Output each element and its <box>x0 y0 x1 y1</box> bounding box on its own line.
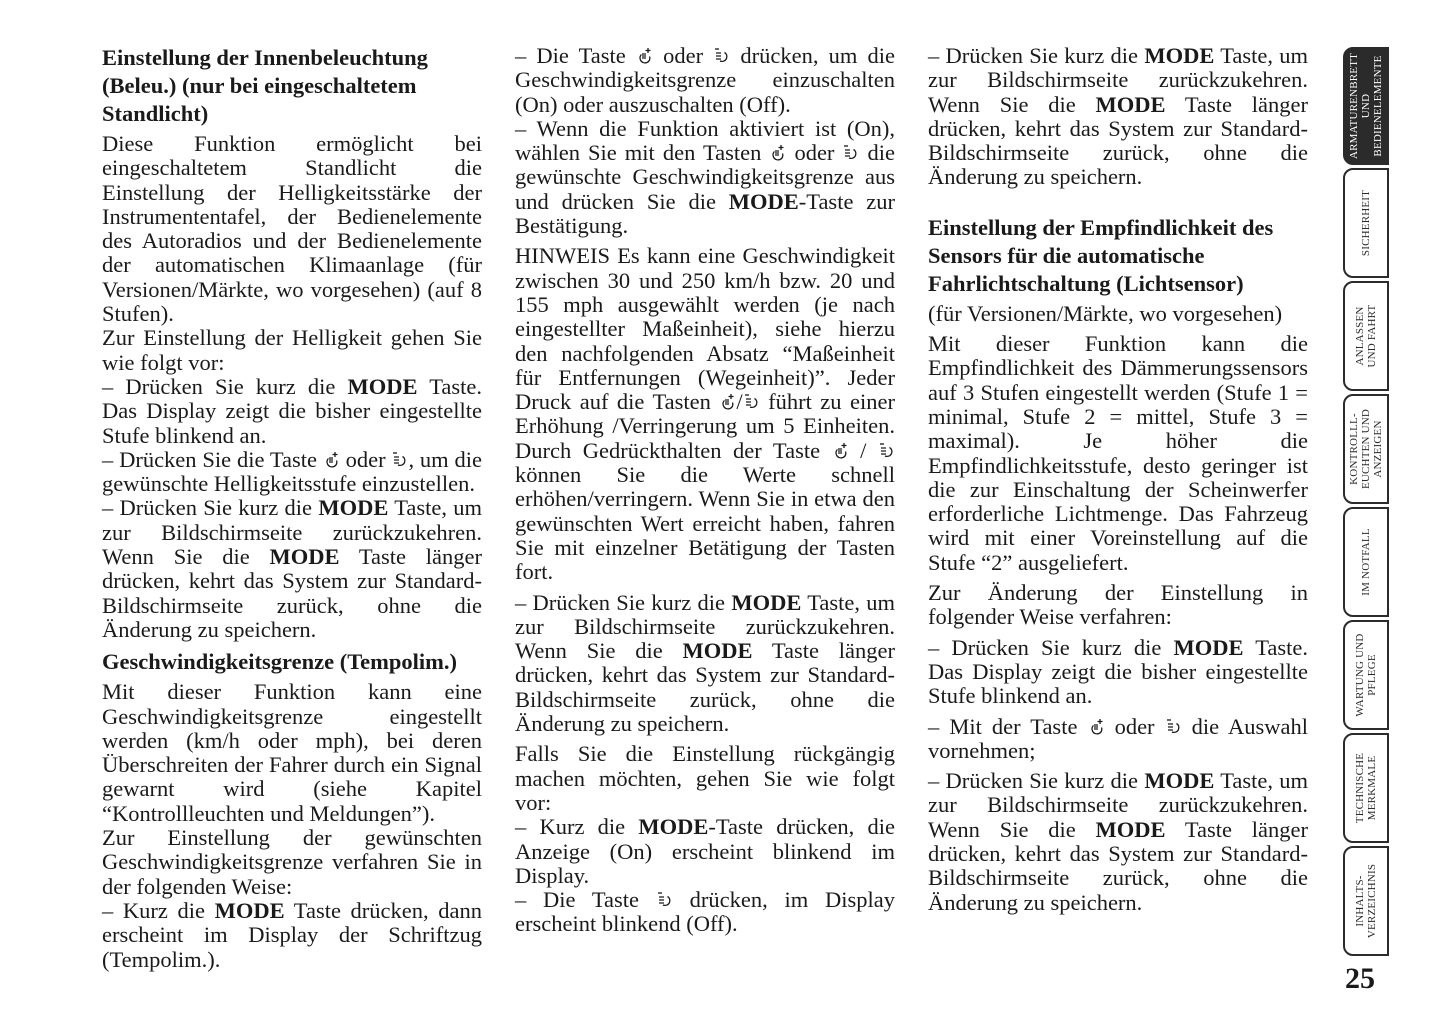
heading-geschwindigkeitsgrenze: Geschwindigkeitsgrenze (Tempolim.) <box>102 649 457 675</box>
brightness-up-icon <box>833 442 848 460</box>
instruction-step: – Drücken Sie die Taste oder , um die gewünschte Helligkeitsstufe einzustellen. <box>102 446 483 497</box>
instruction-step: – Drücken Sie kurz die MODE Taste, um zur Bildschirmseite zurückzukehren. Wenn Sie die MODE Taste länger drücken, kehrt das System zur Standard-Bildschirmseite zurück, ohne die Änderung zu speichern. <box>928 43 1309 190</box>
heading-innenbeleuchtung: Einstellung der Innenbeleuchtung (Beleu.) (nur bei eingeschaltetem Standlicht) <box>102 45 428 126</box>
brightness-up-icon <box>1089 718 1104 736</box>
brightness-down-icon <box>1166 718 1181 736</box>
instruction-step: – Die Taste oder drücken, um die Geschwindigkeitsgrenze einzuschalten (On) oder auszuschalten (Off). <box>515 43 895 117</box>
chapter-tab-anlassen[interactable]: ANLASSEN UND FAHRT <box>1343 281 1389 391</box>
chapter-tab-inhaltsverzeichnis[interactable]: INHALTS- VERZEICHNIS <box>1343 846 1389 956</box>
brightness-up-icon <box>770 144 785 162</box>
instruction-step: – Die Taste drücken, im Display erscheint blinkend (Off). <box>515 887 896 937</box>
instruction-step: – Kurz die MODE-Taste drücken, die Anzeige (On) erscheint blinkend im Display. <box>515 814 896 888</box>
brightness-up-icon <box>720 393 735 411</box>
brightness-down-icon <box>879 442 894 460</box>
instruction-step: – Drücken Sie kurz die MODE Taste, um zur Bildschirmseite zurückzukehren. Wenn Sie die MODE Taste länger drücken, kehrt das System zur Standard-Bildschirmseite zurück, ohne die Änderung zu speichern. <box>928 768 1309 915</box>
paragraph: (für Versionen/Märkte, wo vorgesehen) <box>928 300 1283 326</box>
brightness-up-icon <box>324 451 339 469</box>
paragraph: Mit dieser Funktion kann die Empfindlichkeit des Dämmerungssensors auf 3 Stufen eingestellt werden (Stufe 1 = minimal, Stufe 2 = mittel, Stufe 3 = maximal). Je höher die Empfindlichkeitsstufe, desto geringer ist die zur Einschaltung der Scheinwerfer erforderliche Lichtmenge. Das Fahrzeug wird mit einer Voreinstellung auf die Stufe “2” ausgeliefert. <box>928 331 1308 575</box>
paragraph: Zur Einstellung der gewünschten Geschwindigkeitsgrenze verfahren Sie in der folgenden Weise: <box>102 825 482 899</box>
brightness-down-icon <box>657 891 672 909</box>
heading-lichtsensor: Einstellung der Empfindlichkeit des Sensors für die automatische Fahrlichtschaltung (Lichtsensor) <box>928 214 1274 296</box>
instruction-step: – Drücken Sie kurz die MODE Taste, um zur Bildschirmseite zurückzukehren. Wenn Sie die MODE Taste länger drücken, kehrt das System zur Standard-Bildschirmseite zurück, ohne die Änderung zu speichern. <box>102 495 483 642</box>
instruction-step: – Mit der Taste oder die Auswahl vornehmen; <box>928 713 1308 763</box>
instruction-step: – Drücken Sie kurz die MODE Taste. Das Display zeigt die bisher eingestellte Stufe blinkend an. <box>102 373 483 448</box>
chapter-tab-im-notfall[interactable]: IM NOTFALL <box>1343 507 1389 617</box>
chapter-tab-armaturenbrett[interactable]: ARMATURENBRETT UND BEDIENELEMENTE <box>1343 47 1389 165</box>
paragraph: Falls Sie die Einstellung rückgängig machen möchten, gehen Sie wie folgt vor: <box>515 741 895 815</box>
text-column-2 <box>515 44 895 937</box>
chapter-tab-sicherheit[interactable]: SICHERHEIT <box>1343 168 1389 278</box>
chapter-tab-technische-merkmale[interactable]: TECHNISCHE MERKMALE <box>1343 733 1389 843</box>
brightness-down-icon <box>392 451 407 469</box>
instruction-step: – Drücken Sie kurz die MODE Taste, um zur Bildschirmseite zurückzukehren. Wenn Sie die MODE Taste länger drücken, kehrt das System zur Standard-Bildschirmseite zurück, ohne die Änderung zu speichern. <box>515 589 896 737</box>
paragraph: Diese Funktion ermöglicht bei eingeschaltetem Standlicht die Einstellung der Helligkeitsstärke der Instrumententafel, der Bedienelemente des Autoradios und der Bedienelemente der automatischen Klimaanlage (für Versionen/Märkte, wo vorgesehen) (auf 8 Stufen). <box>102 131 482 327</box>
brightness-down-icon <box>744 393 759 411</box>
chapter-tab-wartung[interactable]: WARTUNG UND PFLEGE <box>1343 620 1389 730</box>
chapter-tab-kontrollleuchten[interactable]: KONTROLLL- EUCHTEN UND ANZEIGEN <box>1343 394 1389 504</box>
note-paragraph: HINWEIS Es kann eine Geschwindigkeit zwischen 30 und 250 km/h bzw. 20 und 155 mph ausgewählt werden (je nach eingestellter Maßeinheit), siehe hierzu den nachfolgenden Absatz “Maßeinheit für Entfernungen (Wegeinheit)”. Jeder Druck auf die Tasten / führt zu einer Erhöhung /Verringerung um 5 Einheiten. Durch Gedrückthalten der Taste / können Sie die Werte schnell erhöhen/verringern. Wenn Sie in etwa den gewünschten Wert erreicht haben, fahren Sie mit einzelner Betätigung der Tasten fort. <box>515 243 895 585</box>
paragraph: Zur Änderung der Einstellung in folgender Weise verfahren: <box>928 580 1308 630</box>
mode-keyword: MODE <box>347 373 418 399</box>
paragraph: Mit dieser Funktion kann eine Geschwindigkeitsgrenze eingestellt werden (km/h oder mph), bei deren Überschreiten der Fahrer durch ein Signal gewarnt wird (siehe Kapitel “Kontrollleuchten und Meldungen”). <box>102 679 482 826</box>
instruction-step: – Drücken Sie kurz die MODE Taste. Das Display zeigt die bisher eingestellte Stufe blinkend an. <box>928 634 1309 709</box>
brightness-down-icon <box>714 47 729 65</box>
paragraph: Zur Einstellung der Helligkeit gehen Sie wie folgt vor: <box>102 325 482 375</box>
brightness-down-icon <box>843 144 858 162</box>
instruction-step: – Kurz die MODE Taste drücken, dann erscheint im Display der Schriftzug (Tempolim.). <box>102 897 483 972</box>
text-column-1 <box>102 44 482 972</box>
brightness-up-icon <box>637 47 652 65</box>
text-column-3 <box>928 44 1308 921</box>
page-number: 25 <box>1345 962 1375 995</box>
instruction-step: – Wenn die Funktion aktiviert ist (On), wählen Sie mit den Tasten oder die gewünschte Geschwindigkeitsgrenze aus und drücken Sie die MODE-Taste zur Bestätigung. <box>515 115 895 239</box>
